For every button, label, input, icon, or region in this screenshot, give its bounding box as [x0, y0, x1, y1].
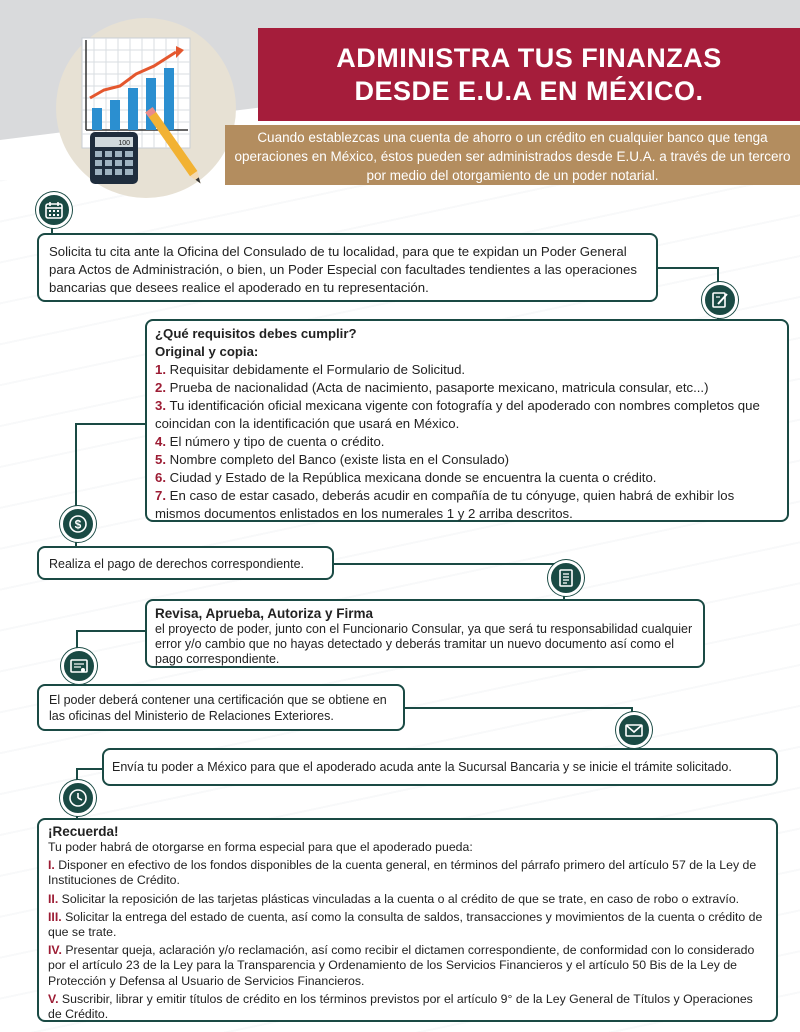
step-envia — [102, 748, 778, 786]
finance-chart-illustration — [62, 20, 252, 200]
requisito-item: 1. Requisitar debidamente el Formulario de Solicitud. — [155, 362, 466, 377]
connector-line — [75, 423, 147, 425]
step-pago — [37, 546, 334, 580]
requisitos-subtitle: Original y copia: — [155, 344, 259, 359]
connector-line — [76, 630, 78, 650]
step-certificacion — [37, 684, 405, 731]
step-cita — [37, 233, 658, 302]
step-revisa — [145, 599, 705, 668]
connector-line — [404, 707, 632, 709]
recuerda-title: ¡Recuerda! — [48, 824, 119, 839]
requisito-item: 4. El número y tipo de cuenta o crédito. — [155, 434, 385, 449]
recuerda-intro: Tu poder habrá de otorgarse en forma especial para que el apoderado pueda: — [48, 840, 473, 854]
step-envia-text: Envía tu poder a México para que el apoderado acuda ante la Sucursal Bancaria y se inicie el trámite solicitado. — [112, 760, 732, 774]
title-line-2: DESDE E.U.A EN MÉXICO. — [354, 75, 704, 106]
envelope-icon — [616, 712, 652, 748]
step-requisitos — [145, 319, 789, 522]
svg-text:100: 100 — [118, 140, 130, 147]
calendar-icon — [36, 192, 72, 228]
edit-document-icon — [702, 282, 738, 318]
requisito-item: 6. Ciudad y Estado de la República mexicana donde se encuentra la cuenta o crédito. — [155, 470, 657, 485]
recuerda-item: V. Suscribir, librar y emitir títulos de crédito en los términos previstos por el artículo 9° de la Ley General de Títulos y Operaciones de Crédito. — [48, 991, 753, 1022]
requisito-item: 3. Tu identificación oficial mexicana vigente con fotografía y del apoderado con nombres completos que coincidan con la identificación que usará en México. — [155, 398, 760, 431]
dollar-coin-icon — [60, 506, 96, 542]
page-title — [258, 28, 800, 121]
receipt-icon — [548, 560, 584, 596]
page-subtitle: Cuando establezcas una cuenta de ahorro o un crédito en cualquier banco que tenga operaciones en México, éstos pueden ser administrados desde E.U.A. a través de un tercero por medio del otorgamiento de un poder notarial. — [225, 125, 800, 185]
connector-line — [75, 423, 77, 509]
connector-line — [333, 563, 565, 565]
svg-text:$: $ — [74, 517, 82, 532]
recuerda-item: III. Solicitar la entrega del estado de cuenta, así como la consulta de saldos, transacciones y movimientos de la cuenta o crédito de que se trate. — [48, 909, 763, 940]
connector-line — [76, 768, 78, 780]
recuerda-item: I. Disponer en efectivo de los fondos disponibles de la cuenta general, en términos del párrafo primero del artículo 57 de la Ley de Instituciones de Crédito. — [48, 858, 757, 888]
step-cita-text: Solicita tu cita ante la Oficina del Consulado de tu localidad, para que te expidan un Poder General para Actos de Administración, o bien, un Poder Especial con facultades tendientes a las operaciones bancarias que desees realice el apoderado en tu representación. — [49, 244, 637, 295]
requisitos-title: ¿Qué requisitos debes cumplir? — [155, 326, 357, 341]
step-pago-text: Realiza el pago de derechos correspondiente. — [49, 557, 305, 571]
requisito-item: 7. En caso de estar casado, deberás acudir en compañía de tu cónyuge, quien habrá de exhibir los mismos documentos enlistados en los numerales 1 y 2 arriba descritos. — [155, 488, 735, 521]
step-certificacion-text: El poder deberá contener una certificación que se obtiene en las oficinas del Ministerio de Relaciones Exteriores. — [49, 693, 387, 723]
connector-line — [76, 630, 148, 632]
clock-icon — [60, 780, 96, 816]
title-line-1: ADMINISTRA TUS FINANZAS — [336, 42, 722, 73]
recuerda-item: II. Solicitar la reposición de las tarjetas plásticas vinculadas a la cuenta o al crédito de que se trate, en caso de robo o extravío. — [48, 891, 740, 906]
connector-line — [656, 267, 718, 269]
revisa-title: Revisa, Aprueba, Autoriza y Firma — [155, 606, 374, 621]
certificate-icon — [61, 648, 97, 684]
step-recuerda — [37, 818, 778, 1022]
recuerda-item: IV. Presentar queja, aclaración y/o reclamación, así como recibir el dictamen correspondiente, de conformidad con lo considerado por el artículo 23 de la Ley para la Transparencia y Ordenamiento de los Servicios Financieros y el artículo 50 Bis de la Ley de Protección y Defensa al Usuario de Servicios Financieros. — [48, 943, 755, 988]
revisa-text: el proyecto de poder, junto con el Funcionario Consular, ya que será tu responsabilidad cualquier error y/o cambio que no hayas detectado y deberás tramitar un nuevo documento así como el pago correspondiente. — [155, 622, 693, 666]
requisito-item: 5. Nombre completo del Banco (existe lista en el Consulado) — [155, 452, 510, 467]
requisito-item: 2. Prueba de nacionalidad (Acta de nacimiento, pasaporte mexicano, matricula consular, etc...) — [155, 380, 709, 395]
connector-line — [76, 768, 104, 770]
